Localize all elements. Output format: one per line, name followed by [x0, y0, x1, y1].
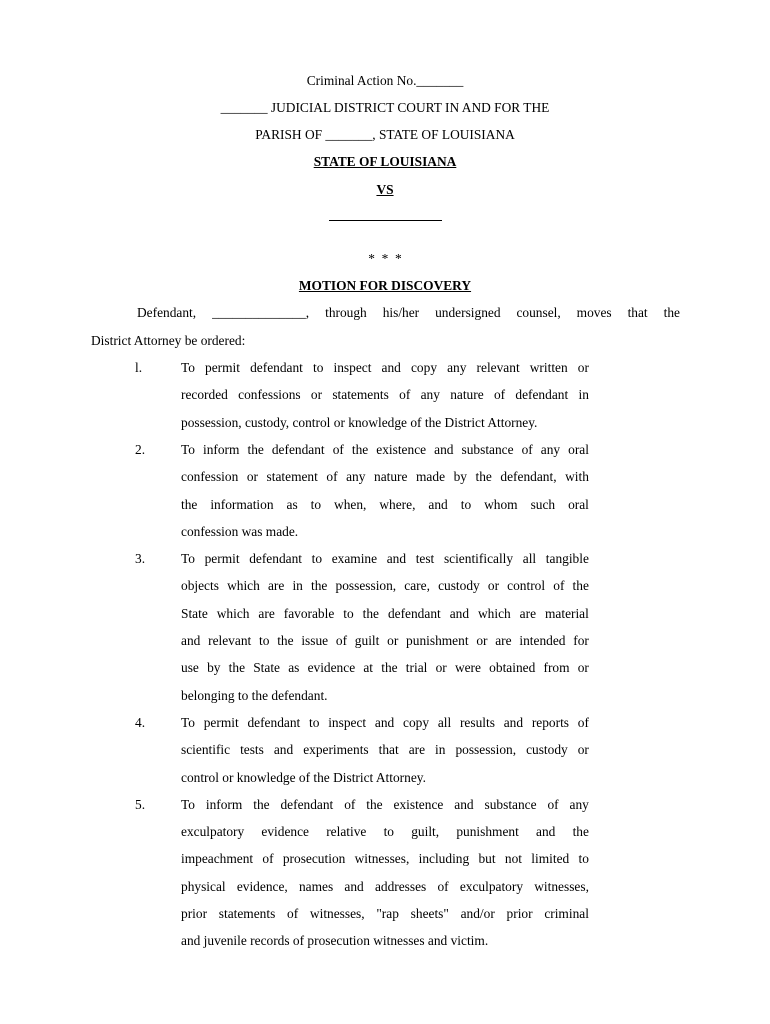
item-text-line: physical evidence, names and addresses of exculpatory witnesses,	[181, 878, 589, 894]
item-text-line: recorded confessions or statements of any nature of defendant in	[181, 387, 589, 403]
item-text-line: the information as to when, where, and to whom such oral	[181, 496, 589, 512]
item-number: 4.	[135, 714, 146, 730]
item-number: 5.	[135, 796, 146, 812]
item-text-line: State which are favorable to the defendant and which are material	[181, 605, 589, 621]
item-text-line: impeachment of prosecution witnesses, including but not limited to	[181, 851, 589, 867]
intro-word: undersigned	[435, 305, 501, 320]
intro-word: through	[325, 305, 367, 320]
motion-title: MOTION FOR DISCOVERY	[298, 278, 472, 293]
intro-word: the	[663, 305, 680, 320]
item-text-line: objects which are in the possession, care, custody or control of the	[181, 578, 589, 594]
court-heading: _______ JUDICIAL DISTRICT COURT IN AND FOR THE	[220, 100, 550, 115]
versus-label: VS	[376, 182, 394, 197]
intro-word: counsel,	[516, 305, 561, 320]
intro-paragraph-line-2: District Attorney be ordered:	[91, 333, 246, 348]
intro-word: that	[627, 305, 648, 320]
item-text-line: confession or statement of any nature made by the defendant, with	[181, 469, 589, 485]
item-text-line: and juvenile records of prosecution witnesses and victim.	[181, 933, 489, 949]
item-text-line: belonging to the defendant.	[181, 687, 328, 703]
item-text-line: prior statements of witnesses, "rap sheets" and/or prior criminal	[181, 906, 589, 921]
intro-word: Defendant,	[137, 305, 197, 320]
item-text-line: To permit defendant to examine and test scientifically all tangible	[181, 551, 589, 567]
item-text-line: and relevant to the issue of guilt or punishment or are intended for	[181, 633, 589, 648]
item-text-line: To inform the defendant of the existence and substance of any	[181, 796, 589, 812]
item-text-line: control or knowledge of the District Attorney.	[181, 769, 426, 785]
item-text-line: use by the State as evidence at the trial or were obtained from or	[181, 660, 589, 676]
criminal-action-number: Criminal Action No._______	[306, 73, 464, 88]
item-text-line: exculpatory evidence relative to guilt, punishment and the	[181, 824, 589, 840]
item-text-line: scientific tests and experiments that are in possession, custody or	[181, 742, 589, 758]
section-separator-stars: * * *	[368, 251, 402, 266]
item-text-line: To permit defendant to inspect and copy all results and reports of	[181, 714, 589, 730]
item-text-line: possession, custody, control or knowledge of the District Attorney.	[181, 414, 538, 430]
parish-heading: PARISH OF _______, STATE OF LOUISIANA	[255, 127, 515, 142]
item-text-line: confession was made.	[181, 523, 299, 539]
intro-paragraph-line-1	[137, 305, 680, 321]
item-number: 2.	[135, 441, 146, 457]
item-number: l.	[135, 360, 143, 375]
defendant-name-blank	[329, 220, 442, 221]
plaintiff-name: STATE OF LOUISIANA	[313, 154, 457, 169]
item-number: 3.	[135, 551, 146, 567]
intro-word: ______________,	[212, 305, 310, 320]
item-text-line: To inform the defendant of the existence and substance of any oral	[181, 441, 589, 457]
item-text-line: To permit defendant to inspect and copy any relevant written or	[181, 360, 589, 375]
intro-word: his/her	[382, 305, 420, 320]
intro-word: moves	[576, 305, 612, 320]
